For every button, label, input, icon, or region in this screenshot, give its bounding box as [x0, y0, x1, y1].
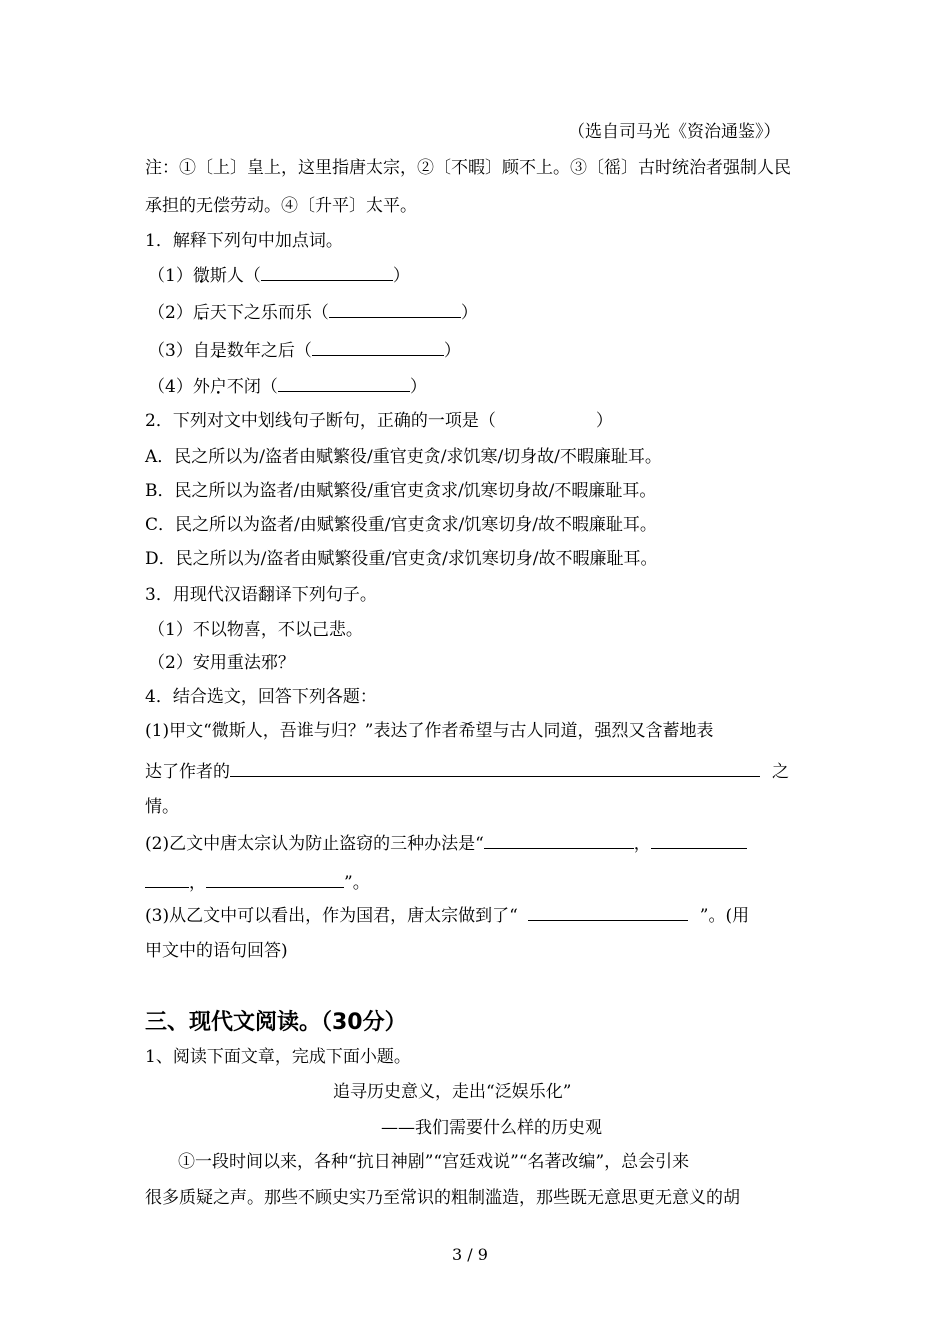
q3-item-2: （2）安用重法邪？: [148, 653, 295, 673]
dotted-char: 是: [209, 341, 227, 361]
q3-item-1: （1）不以物喜，不以己悲。: [148, 620, 363, 640]
article-subtitle: ——我们需要什么样的历史观: [381, 1118, 602, 1138]
answer-blank[interactable]: [261, 266, 393, 281]
answer-blank[interactable]: [651, 834, 747, 849]
answer-blank[interactable]: [484, 834, 634, 849]
article-title: 追寻历史意义，走出“泛娱乐化”: [333, 1082, 572, 1102]
page-number: 3 / 9: [452, 1245, 488, 1264]
note-line-1: 注：①〔上〕皇上，这里指唐太宗，②〔不暇〕顾不上。③〔徭〕古时统治者强制人民: [145, 158, 791, 178]
dotted-char: 后: [192, 303, 210, 323]
source-citation: （选自司马光《资治通鉴》）: [568, 122, 781, 142]
q2-option-c: C．民之所以为盗者/由赋繁役重/官吏贪求/饥寒切身/故不暇廉耻耳。: [145, 515, 657, 535]
q4-part-1-line-1: (1)甲文“微斯人，吾谁与归？”表达了作者希望与古人同道，强烈又含蓄地表: [145, 721, 714, 741]
question-1-stem: 1．解释下列句中加点词。: [145, 231, 343, 251]
q4-part-2-line-1: (2)乙文中唐太宗认为防止盗窃的三种办法是“ ，: [145, 834, 747, 853]
q1-item-1: （1）微斯人（ ）: [148, 266, 410, 286]
dotted-char: 户: [209, 377, 227, 397]
q4-part-2-line-2: ， ”。: [145, 873, 370, 892]
q4-part-3-line-1: (3)从乙文中可以看出，作为国君，唐太宗做到了“ ”。(用: [145, 906, 750, 926]
answer-blank[interactable]: [528, 906, 688, 921]
section-3-heading: 三、现代文阅读。（30分）: [145, 1010, 407, 1035]
section-3-intro: 1、阅读下面文章，完成下面小题。: [145, 1047, 411, 1067]
q4-part-1-line-2: 达了作者的 之: [145, 762, 789, 782]
q1-item-3: （3）自是数年之后（ ）: [148, 341, 461, 361]
answer-blank[interactable]: [329, 303, 461, 318]
question-3-stem: 3．用现代汉语翻译下列句子。: [145, 585, 377, 605]
question-2-stem: 2．下列对文中划线句子断句，正确的一项是（ ）: [145, 411, 613, 431]
answer-blank[interactable]: [230, 762, 760, 777]
note-line-2: 承担的无偿劳动。④〔升平〕太平。: [145, 196, 417, 216]
q2-option-d: D．民之所以为/盗者由赋繁役重/官吏贪/求饥寒切身/故不暇廉耻耳。: [145, 549, 658, 569]
q2-option-b: B．民之所以为盗者/由赋繁役/重官吏贪求/饥寒切身故/不暇廉耻耳。: [145, 481, 657, 501]
question-4-stem: 4．结合选文，回答下列各题：: [145, 687, 377, 707]
q4-part-3-line-2: 甲文中的语句回答): [145, 941, 288, 961]
answer-blank[interactable]: [145, 873, 189, 888]
q1-item-2: （2）后天下之乐而乐（ ）: [148, 303, 478, 323]
dotted-char: 微: [192, 266, 210, 286]
answer-blank[interactable]: [206, 873, 344, 888]
article-paragraph-line-1: ①一段时间以来，各种“抗日神剧”“宫廷戏说”“名著改编”，总会引来: [178, 1152, 690, 1172]
answer-blank[interactable]: [312, 341, 444, 356]
q4-part-1-line-3: 情。: [145, 797, 179, 817]
q2-option-a: A．民之所以为/盗者由赋繁役/重官吏贪/求饥寒/切身故/不暇廉耻耳。: [145, 447, 662, 467]
answer-blank[interactable]: [278, 377, 410, 392]
article-paragraph-line-2: 很多质疑之声。那些不顾史实乃至常识的粗制滥造，那些既无意思更无意义的胡: [145, 1188, 740, 1208]
q1-item-4: （4）外户不闭（ ）: [148, 377, 427, 397]
